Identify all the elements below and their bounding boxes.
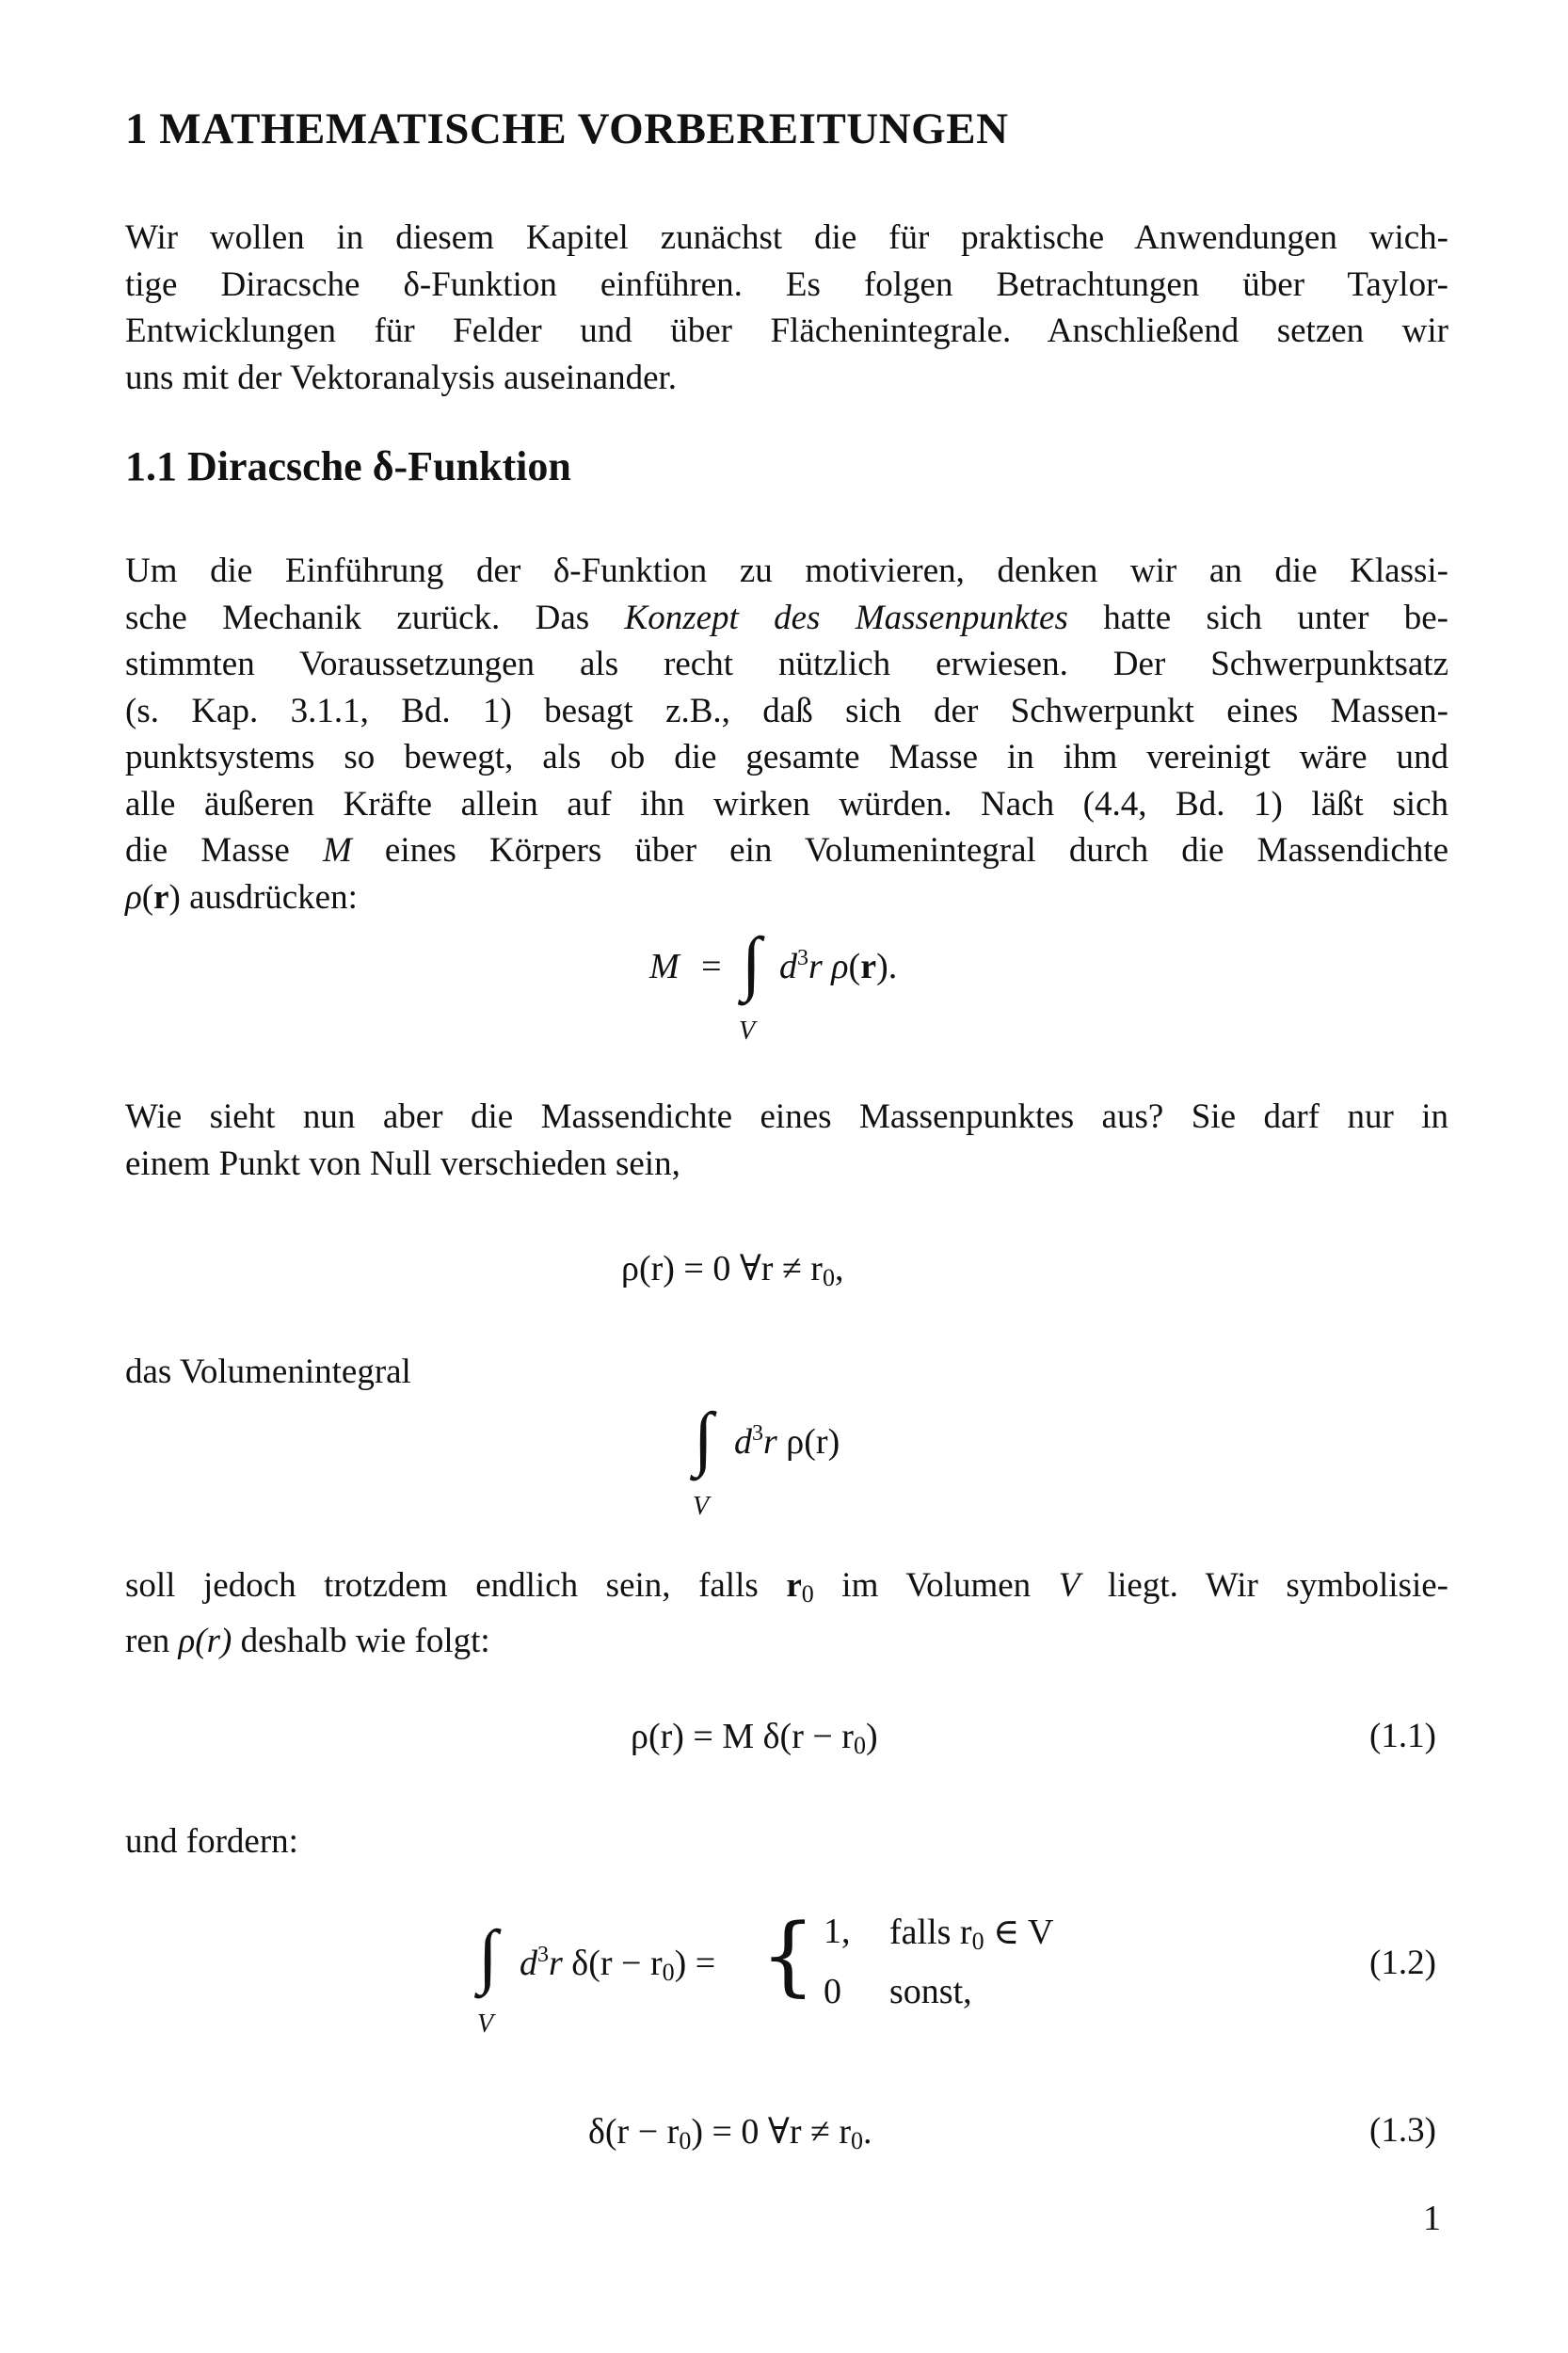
paragraph-line [125, 1618, 1448, 1665]
text-run: deshalb wie folgt: [232, 1621, 490, 1660]
paragraph-finite [125, 1562, 1448, 1664]
text-run: im Volumen [813, 1566, 1059, 1605]
text-run: die Masse [125, 831, 323, 870]
text-run: ) = [674, 1944, 716, 1983]
text-run: ∈ V [984, 1913, 1054, 1952]
page-number: 1 [1423, 2199, 1441, 2238]
emphasis-text: Konzept des Massenpunktes [624, 598, 1068, 637]
text-run: ( [848, 947, 861, 986]
math-variable: ρ [831, 947, 849, 986]
equation-mass [649, 946, 735, 987]
paragraph-volint: das Volumenintegral [125, 1353, 411, 1391]
paragraph-require: und fordern: [125, 1822, 298, 1861]
paragraph-line: Um die Einführung der δ-Funktion zu motivieren, denken wir an die Klassi- [125, 552, 1448, 590]
paragraph-line: (s. Kap. 3.1.1, Bd. 1) besagt z.B., daß sich der Schwerpunkt eines Massen- [125, 691, 1448, 730]
paragraph-line [125, 1562, 1448, 1618]
intro-line: Entwicklungen für Felder und über Flächenintegrale. Anschließend setzen wir [125, 312, 1448, 350]
equation-number: (1.1) [1369, 1717, 1436, 1755]
math-vector: r [860, 947, 877, 986]
paragraph-question [125, 1094, 1448, 1187]
math-variable: V [1058, 1566, 1080, 1605]
paragraph-line: Wie sieht nun aber die Massendichte eines Massenpunktes aus? Sie darf nur in [125, 1097, 1448, 1136]
math-vector: r [786, 1566, 802, 1605]
text-run: ) ausdrücken: [168, 877, 358, 917]
equation-text: ρ(r) [786, 1422, 840, 1462]
equation-1-3 [588, 2110, 872, 2155]
text-run: ). [876, 947, 898, 986]
section-title: 1.1 Diracsche δ-Funktion [125, 443, 571, 489]
text-run: , [834, 1249, 844, 1289]
equation-text: ρ(r) = 0 ∀r ≠ r [621, 1249, 823, 1289]
math-variable: d [734, 1422, 752, 1462]
paragraph-line: einem Punkt von Null verschieden sein, [125, 1144, 680, 1183]
subscript: 0 [853, 1732, 866, 1759]
integral-domain: V [477, 2009, 494, 2039]
intro-line: uns mit der Vektoranalysis auseinander. [125, 358, 678, 397]
equation-1-2-lhs [520, 1943, 715, 1987]
equation-number: (1.3) [1369, 2111, 1436, 2150]
subscript: 0 [822, 1264, 835, 1291]
math-variable: M [649, 947, 680, 986]
text-run: ) [865, 1717, 878, 1756]
paragraph-line: alle äußeren Kräfte allein auf ihn wirken würden. Nach (4.4, Bd. 1) läßt sich [125, 784, 1448, 824]
math-variable: r [763, 1422, 777, 1462]
text-run: liegt. Wir symbolisie- [1080, 1566, 1449, 1605]
subscript: 0 [662, 1959, 675, 1986]
text-run: soll jedoch trotzdem endlich sein, falls [125, 1566, 787, 1605]
subscript: 0 [851, 2127, 863, 2154]
equation-text: falls r [889, 1913, 972, 1952]
math-variable: d [520, 1944, 537, 1983]
equation-volint [734, 1421, 840, 1463]
intro-paragraph [125, 215, 1448, 401]
subscript: 0 [801, 1580, 814, 1608]
equation-zero [621, 1247, 843, 1292]
integral-sign: ∫ [478, 1916, 498, 1995]
text-run: ( [141, 877, 154, 917]
intro-line: Wir wollen in diesem Kapitel zunächst die für praktische Anwendungen wich- [125, 218, 1448, 257]
paragraph-line [125, 595, 1448, 642]
math-vector: r [153, 877, 169, 917]
math-variable: r [549, 1944, 563, 1983]
chapter-title: 1 MATHEMATISCHE VORBEREITUNGEN [125, 104, 1009, 153]
exponent: 3 [797, 946, 808, 970]
math-expression: ρ(r) [178, 1621, 232, 1660]
text-run: sche Mechanik zurück. Das [125, 598, 625, 637]
exponent: 3 [752, 1421, 763, 1446]
integral-sign: ∫ [742, 923, 761, 1002]
equation-text: δ(r − r [571, 1944, 663, 1983]
equation-mass-integrand [779, 946, 897, 987]
paragraph-line [125, 874, 1448, 921]
text-run: hatte sich unter be- [1067, 598, 1449, 637]
subscript: 0 [971, 1928, 984, 1955]
equation-number: (1.2) [1369, 1944, 1436, 1982]
subscript: 0 [679, 2127, 692, 2154]
equation-text: δ(r − r [588, 2112, 680, 2152]
text-run: eines Körpers über ein Volumenintegral durch die Massendichte [351, 831, 1448, 870]
integral-sign: ∫ [694, 1399, 713, 1478]
integral-domain: V [693, 1492, 710, 1521]
math-variable: M [322, 831, 352, 870]
paragraph-line: punktsystems so bewegt, als ob die gesamte Masse in ihm vereinigt wäre und [125, 738, 1448, 776]
equation-text: ) = 0 ∀r ≠ r [691, 2112, 851, 2152]
exponent: 3 [537, 1943, 549, 1967]
paragraph-line: stimmten Voraussetzungen als recht nützlich erwiesen. Der Schwerpunktsatz [125, 645, 1448, 683]
cases-brace: { [760, 1905, 816, 2006]
paragraph-motivation [125, 548, 1448, 920]
case-condition [889, 1911, 1053, 1956]
math-variable: d [779, 947, 797, 986]
case-value: 0 [824, 1972, 841, 2011]
case-condition: sonst, [889, 1972, 972, 2011]
equation-1-1 [631, 1716, 878, 1760]
math-variable: ρ [125, 877, 142, 917]
integral-domain: V [739, 1016, 756, 1046]
equation-text: ρ(r) = M δ(r − r [631, 1717, 854, 1756]
paragraph-line [125, 827, 1448, 874]
math-variable: r [808, 947, 823, 986]
equals-sign: = [701, 947, 722, 986]
text-run: ren [125, 1621, 179, 1660]
text-run: . [863, 2112, 872, 2152]
intro-line: tige Diracsche δ-Funktion einführen. Es folgen Betrachtungen über Taylor- [125, 264, 1448, 304]
case-value: 1, [824, 1912, 851, 1951]
